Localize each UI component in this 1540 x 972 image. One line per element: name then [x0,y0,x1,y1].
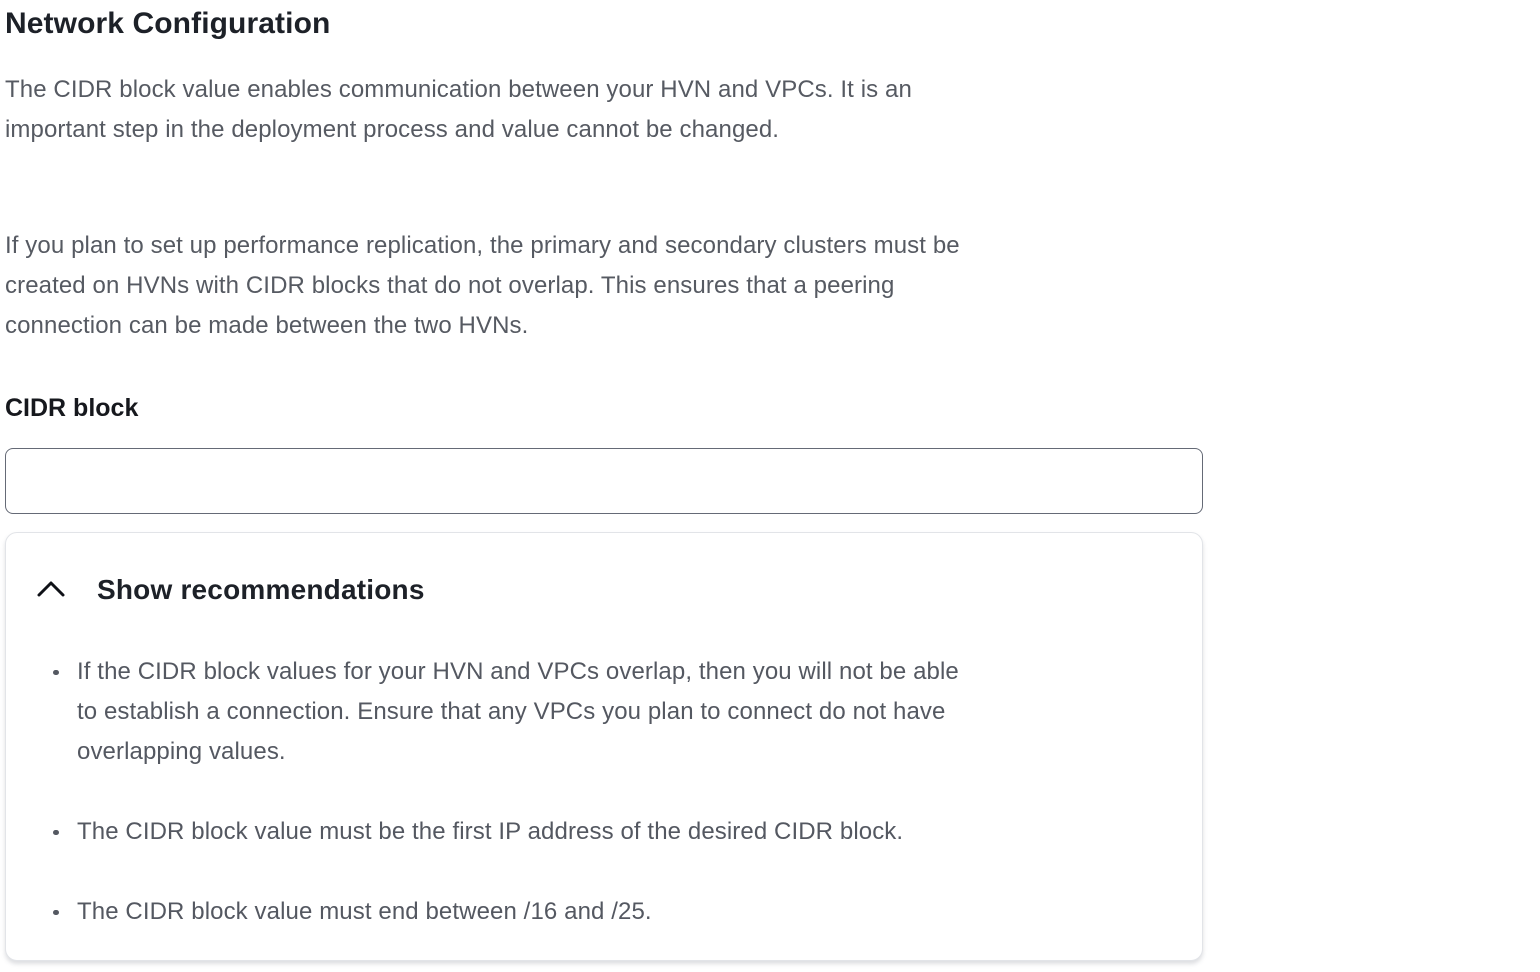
recommendations-list [36,652,1172,932]
cidr-block-label: CIDR block [5,394,139,422]
recommendations-card [5,532,1203,961]
recommendations-toggle-button[interactable] [36,574,425,606]
cidr-block-input[interactable] [5,448,1203,514]
recommendation-item: The CIDR block value must be the first IP address of the desired CIDR block. [36,812,1156,852]
replication-note-text: If you plan to set up performance replication, the primary and secondary clusters must be created on HVNs with CIDR blocks that do not overlap. This ensures that a peering connection can be made between the two HVNs. [5,232,960,339]
page-title: Network Configuration [5,7,331,40]
recommendation-item: If the CIDR block values for your HVN and VPCs overlap, then you will not be able to establish a connection. Ensure that any VPCs you plan to connect do not have overlapping values. [36,652,1156,772]
cidr-intro-text: The CIDR block value enables communication between your HVN and VPCs. It is an important step in the deployment process and value cannot be changed. [5,76,912,143]
chevron-up-icon[interactable] [36,578,66,602]
recommendation-item: The CIDR block value must end between /16 and /25. [36,892,1156,932]
recommendations-toggle-label: Show recommendations [97,574,425,605]
